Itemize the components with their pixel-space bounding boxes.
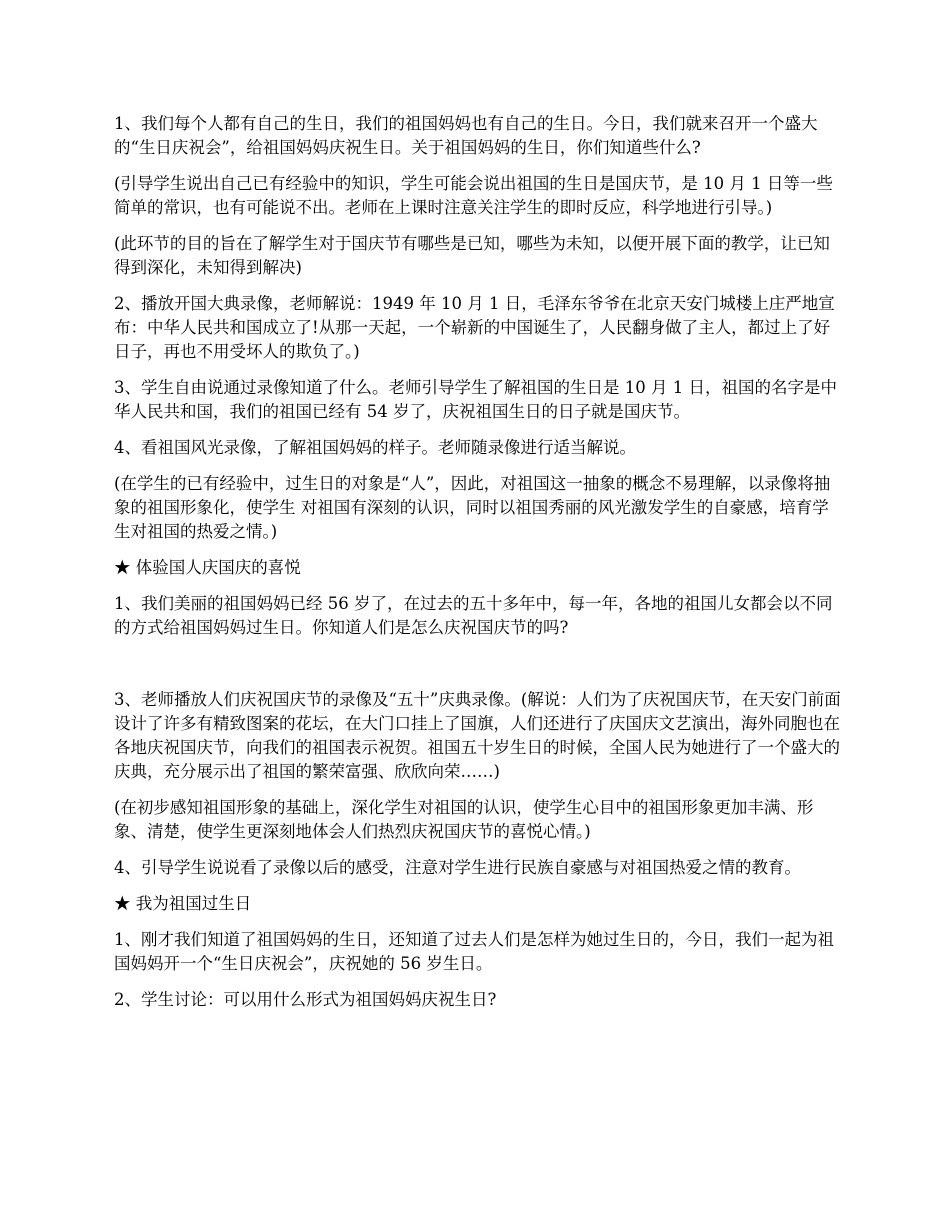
document-body xyxy=(114,112,844,1024)
paragraph-feelings: 4、引导学生说说看了录像以后的感受，注意对学生进行民族自豪感与对祖国热爱之情的教育。 xyxy=(114,858,801,877)
paragraph-scenery-video: 4、看祖国风光录像，了解祖国妈妈的样子。老师随录像进行适当解说。 xyxy=(114,438,636,457)
paragraph-birthday-party: 1、刚才我们知道了祖国妈妈的生日，还知道了过去人们是怎样为她过生日的，今日，我们一起为祖国妈妈开一个“生日庆祝会”，庆祝她的 56 岁生日。 xyxy=(114,930,834,973)
blank-gap xyxy=(114,652,844,688)
section-heading-birthday: ★ 我为祖国过生日 xyxy=(114,894,252,913)
paragraph-birthday-discussion: 2、学生讨论：可以用什么形式为祖国妈妈庆祝生日? xyxy=(114,990,497,1009)
paragraph-student-discussion: 3、学生自由说通过录像知道了什么。老师引导学生了解祖国的生日是 10 月 1 日，祖国的名字是中华人民共和国，我们的祖国已经有 54 岁了，庆祝祖国生日的日子就是国庆节。 xyxy=(114,378,837,421)
paragraph-celebration-video: 3、老师播放人们庆祝国庆节的录像及“五十”庆典录像。(解说：人们为了庆祝国庆节，在天安门前面设计了许多有精致图案的花坛，在大门口挂上了国旗，人们还进行了庆国庆文艺演出，海外同胞也在各地庆祝国庆节，向我们的祖国表示祝贺。祖国五十岁生日的时候，全国人民为她进行了一个盛大的庆典，充分展示出了祖国的繁荣富强、欣欣向荣……) xyxy=(114,690,841,781)
paragraph-guidance-note: (引导学生说出自己已有经验中的知识，学生可能会说出祖国的生日是国庆节，是 10 月 1 日等一些简单的常识，也有可能说不出。老师在上课时注意关注学生的即时反应，科学地进行引导。) xyxy=(114,174,833,217)
paragraph-purpose-note: (此环节的目的旨在了解学生对于国庆节有哪些是已知，哪些为未知，以便开展下面的教学，让已知得到深化，未知得到解决) xyxy=(114,234,830,277)
paragraph-deepen-note: (在初步感知祖国形象的基础上，深化学生对祖国的认识，使学生心目中的祖国形象更加丰满、形象、清楚，使学生更深刻地体会人们热烈庆祝国庆节的喜悦心情。) xyxy=(114,798,814,841)
section-heading-celebration-joy: ★ 体验国人庆国庆的喜悦 xyxy=(114,558,301,577)
paragraph-intro-question: 1、我们每个人都有自己的生日，我们的祖国妈妈也有自己的生日。今日，我们就来召开一个盛大的“生日庆祝会”，给祖国妈妈庆祝生日。关于祖国妈妈的生日，你们知道些什么? xyxy=(114,114,818,157)
paragraph-celebration-question: 1、我们美丽的祖国妈妈已经 56 岁了，在过去的五十多年中，每一年，各地的祖国儿女都会以不同的方式给祖国妈妈过生日。你知道人们是怎么庆祝国庆节的吗? xyxy=(114,594,833,637)
paragraph-scenery-note: (在学生的已有经验中，过生日的对象是“人”，因此，对祖国这一抽象的概念不易理解，以录像将抽象的祖国形象化，使学生 对祖国有深刻的认识，同时以祖国秀丽的风光激发学生的自豪感，培育学生对祖国的热爱之情。) xyxy=(114,474,831,541)
paragraph-founding-video: 2、播放开国大典录像，老师解说：1949 年 10 月 1 日，毛泽东爷爷在北京天安门城楼上庄严地宣布：中华人民共和国成立了!从那一天起，一个崭新的中国诞生了，人民翻身做了主人，都过上了好日子，再也不用受坏人的欺负了。) xyxy=(114,294,835,361)
